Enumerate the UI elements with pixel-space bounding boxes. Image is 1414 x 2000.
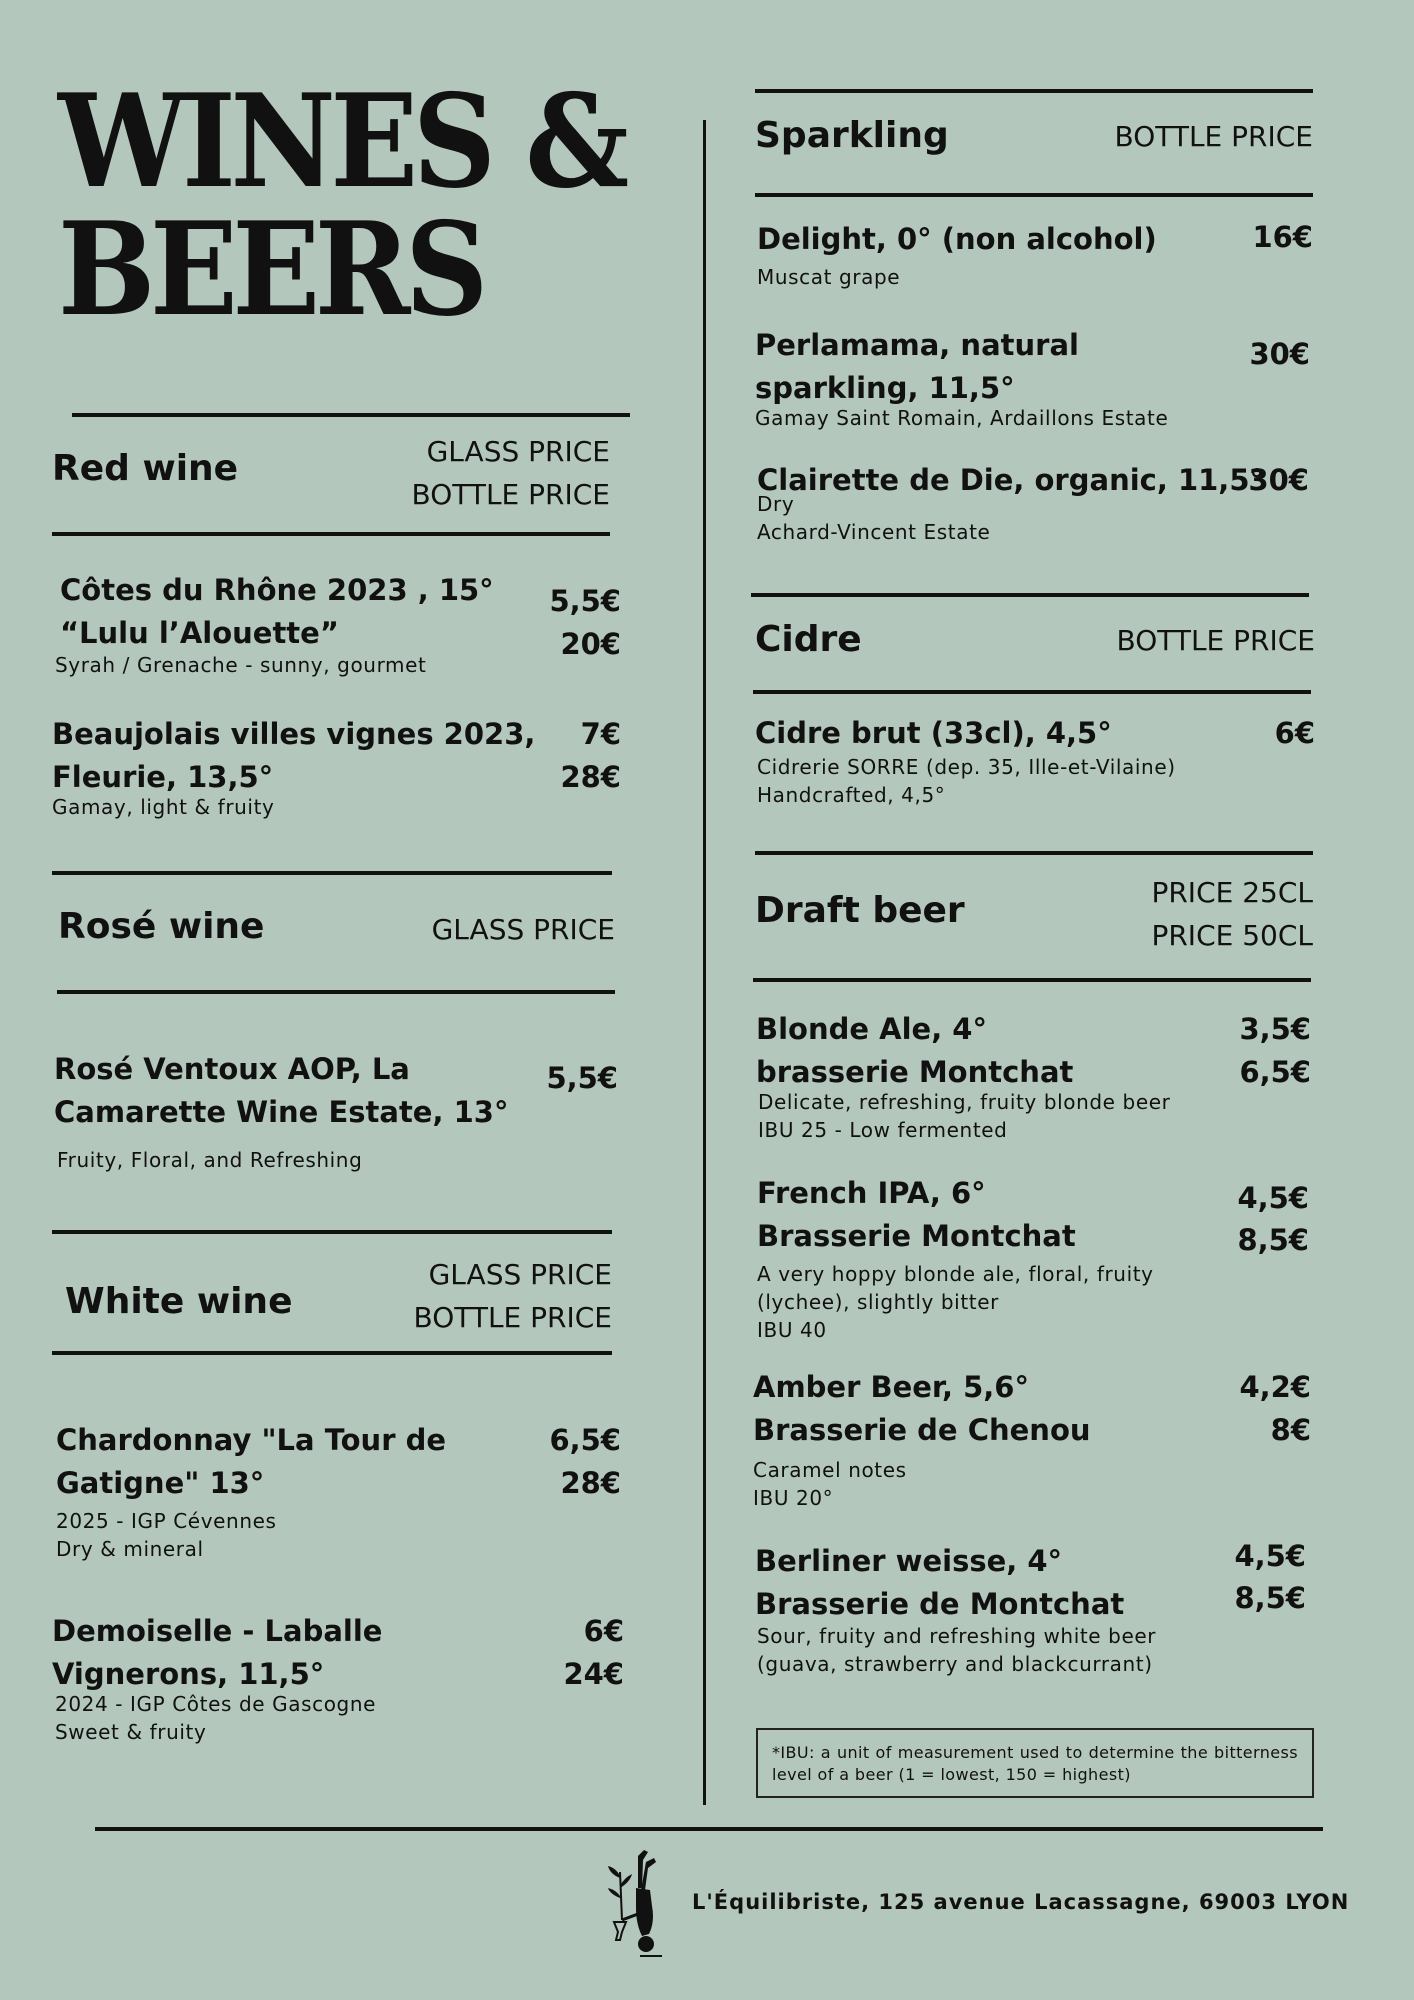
item-price-bottle: 24€ bbox=[563, 1657, 624, 1691]
item-price-bottle: 6€ bbox=[1274, 716, 1315, 750]
item-name: “Lulu l’Alouette” bbox=[60, 616, 339, 650]
item-price-glass: 5,5€ bbox=[549, 584, 621, 618]
item-name: brasserie Montchat bbox=[756, 1055, 1074, 1089]
item-description: (lychee), slightly bitter bbox=[757, 1290, 999, 1314]
divider bbox=[52, 1230, 612, 1234]
item-price-glass: 6,5€ bbox=[549, 1423, 621, 1457]
item-description: Handcrafted, 4,5° bbox=[757, 783, 946, 807]
item-name: Brasserie de Chenou bbox=[753, 1413, 1091, 1447]
menu-item-chardonnay bbox=[56, 1419, 621, 1563]
divider bbox=[755, 193, 1313, 197]
menu-item-cidre-brut bbox=[755, 712, 1315, 809]
item-description: Caramel notes bbox=[753, 1458, 907, 1482]
item-price-25cl: 3,5€ bbox=[1239, 1012, 1311, 1046]
menu-item-french-ipa bbox=[757, 1172, 1309, 1344]
item-description: Sweet & fruity bbox=[55, 1720, 207, 1744]
item-name: Rosé Ventoux AOP, La bbox=[54, 1052, 410, 1086]
item-name: Vignerons, 11,5° bbox=[52, 1657, 325, 1691]
item-name: Delight, 0° (non alcohol) bbox=[757, 222, 1157, 256]
divider bbox=[52, 532, 610, 536]
item-description: A very hoppy blonde ale, floral, fruity bbox=[757, 1262, 1154, 1286]
item-description: IBU 20° bbox=[753, 1486, 834, 1510]
item-price-bottle: 28€ bbox=[560, 760, 621, 794]
section-heading-rose-wine: Rosé wine bbox=[58, 906, 265, 947]
item-name: Blonde Ale, 4° bbox=[756, 1012, 987, 1046]
item-description: Sour, fruity and refreshing white beer bbox=[757, 1624, 1157, 1648]
bottle-price-label: BOTTLE PRICE bbox=[1116, 624, 1315, 657]
item-name: Berliner weisse, 4° bbox=[755, 1544, 1063, 1578]
ibu-footnote: *IBU: a unit of measurement used to determine the bitterness level of a beer (1 = lowest, 150 = highest) bbox=[756, 1728, 1314, 1798]
divider bbox=[52, 871, 612, 875]
price-header bbox=[340, 430, 610, 516]
item-description: 2024 - IGP Côtes de Gascogne bbox=[55, 1692, 377, 1716]
item-description: 2025 - IGP Cévennes bbox=[56, 1509, 277, 1533]
section-heading-white-wine: White wine bbox=[65, 1281, 293, 1322]
glass-price-label: GLASS PRICE bbox=[431, 913, 615, 946]
bottle-price-label: BOTTLE PRICE bbox=[1114, 120, 1313, 153]
item-description: Dry bbox=[757, 492, 795, 516]
item-price-bottle: 28€ bbox=[560, 1466, 621, 1500]
item-price-glass: 6€ bbox=[583, 1614, 624, 1648]
item-name: Clairette de Die, organic, 11,5° bbox=[757, 463, 1265, 497]
item-description: IBU 25 - Low fermented bbox=[758, 1118, 1008, 1142]
item-description: Fruity, Floral, and Refreshing bbox=[57, 1148, 363, 1172]
item-price-25cl: 4,2€ bbox=[1239, 1370, 1311, 1404]
column-divider bbox=[703, 120, 706, 1805]
divider bbox=[57, 990, 615, 994]
item-price-glass: 5,5€ bbox=[546, 1061, 618, 1095]
item-description: Delicate, refreshing, fruity blonde beer bbox=[758, 1090, 1171, 1114]
item-name: Côtes du Rhône 2023 , 15° bbox=[60, 573, 494, 607]
item-description: Dry & mineral bbox=[56, 1537, 204, 1561]
menu-item-delight bbox=[757, 218, 1313, 291]
item-price-50cl: 6,5€ bbox=[1239, 1055, 1311, 1089]
item-name: French IPA, 6° bbox=[757, 1176, 986, 1210]
title-line-1: WINES & bbox=[58, 67, 624, 217]
glass-price-label: GLASS PRICE bbox=[428, 1258, 612, 1291]
section-heading-draft-beer: Draft beer bbox=[755, 890, 965, 931]
section-heading-cidre: Cidre bbox=[755, 619, 862, 660]
item-description: Achard-Vincent Estate bbox=[757, 520, 991, 544]
item-description: Gamay Saint Romain, Ardaillons Estate bbox=[755, 406, 1169, 430]
divider bbox=[755, 851, 1313, 855]
price-header bbox=[340, 1253, 612, 1339]
divider bbox=[753, 978, 1311, 982]
restaurant-address: L'Équilibriste, 125 avenue Lacassagne, 69003 LYON bbox=[692, 1890, 1350, 1914]
item-name: Beaujolais villes vignes 2023, bbox=[52, 717, 536, 751]
page-title bbox=[58, 67, 624, 345]
title-line-2: BEERS bbox=[58, 195, 483, 345]
item-price-25cl: 4,5€ bbox=[1237, 1181, 1309, 1215]
item-description: Gamay, light & fruity bbox=[52, 795, 275, 819]
price-50cl-label: PRICE 50CL bbox=[1151, 919, 1313, 952]
menu-item-clairette bbox=[757, 459, 1309, 546]
menu-item-amber-beer bbox=[753, 1366, 1311, 1512]
item-name: Gatigne" 13° bbox=[56, 1466, 265, 1500]
item-name: sparkling, 11,5° bbox=[755, 371, 1015, 405]
item-price-bottle: 30€ bbox=[1248, 463, 1309, 497]
item-description: Cidrerie SORRE (dep. 35, Ille-et-Vilaine) bbox=[757, 755, 1176, 779]
item-price-50cl: 8,5€ bbox=[1234, 1581, 1306, 1615]
item-name: Camarette Wine Estate, 13° bbox=[54, 1095, 509, 1129]
item-name: Perlamama, natural bbox=[755, 328, 1079, 362]
bottle-price-label: BOTTLE PRICE bbox=[413, 1301, 612, 1334]
item-price-50cl: 8€ bbox=[1270, 1413, 1311, 1447]
menu-item-beaujolais bbox=[52, 713, 621, 821]
item-price-bottle: 16€ bbox=[1252, 220, 1313, 254]
menu-item-demoiselle bbox=[52, 1610, 624, 1746]
menu-item-cotes-du-rhone bbox=[55, 569, 621, 679]
item-description: IBU 40 bbox=[757, 1318, 827, 1342]
item-name: Cidre brut (33cl), 4,5° bbox=[755, 716, 1112, 750]
item-description: Muscat grape bbox=[757, 265, 901, 289]
item-name: Brasserie de Montchat bbox=[755, 1587, 1125, 1621]
price-25cl-label: PRICE 25CL bbox=[1151, 876, 1313, 909]
item-name: Amber Beer, 5,6° bbox=[753, 1370, 1029, 1404]
bottle-price-label: BOTTLE PRICE bbox=[411, 478, 610, 511]
divider bbox=[755, 89, 1313, 93]
acrobat-figure-icon bbox=[600, 1848, 670, 1960]
price-header bbox=[1030, 871, 1313, 957]
item-price-50cl: 8,5€ bbox=[1237, 1223, 1309, 1257]
section-heading-sparkling: Sparkling bbox=[755, 115, 949, 156]
divider bbox=[52, 1351, 612, 1355]
item-price-glass: 7€ bbox=[580, 717, 621, 751]
divider bbox=[72, 413, 630, 417]
item-price-25cl: 4,5€ bbox=[1234, 1539, 1306, 1573]
menu-item-rose-ventoux bbox=[54, 1048, 618, 1174]
item-description: (guava, strawberry and blackcurrant) bbox=[757, 1652, 1153, 1676]
divider bbox=[753, 690, 1311, 694]
item-name: Fleurie, 13,5° bbox=[52, 760, 274, 794]
item-description: Syrah / Grenache - sunny, gourmet bbox=[55, 653, 427, 677]
menu-item-perlamama bbox=[755, 324, 1310, 432]
section-heading-red-wine: Red wine bbox=[52, 448, 239, 489]
footer-divider bbox=[95, 1827, 1323, 1831]
menu-item-blonde-ale bbox=[756, 1008, 1311, 1144]
divider bbox=[751, 593, 1309, 597]
item-name: Chardonnay "La Tour de bbox=[56, 1423, 447, 1457]
glass-price-label: GLASS PRICE bbox=[426, 435, 610, 468]
menu-item-berliner-weisse bbox=[755, 1540, 1306, 1678]
item-price-bottle: 20€ bbox=[560, 627, 621, 661]
item-name: Demoiselle - Laballe bbox=[52, 1614, 383, 1648]
item-price-bottle: 30€ bbox=[1249, 337, 1310, 371]
item-name: Brasserie Montchat bbox=[757, 1219, 1076, 1253]
